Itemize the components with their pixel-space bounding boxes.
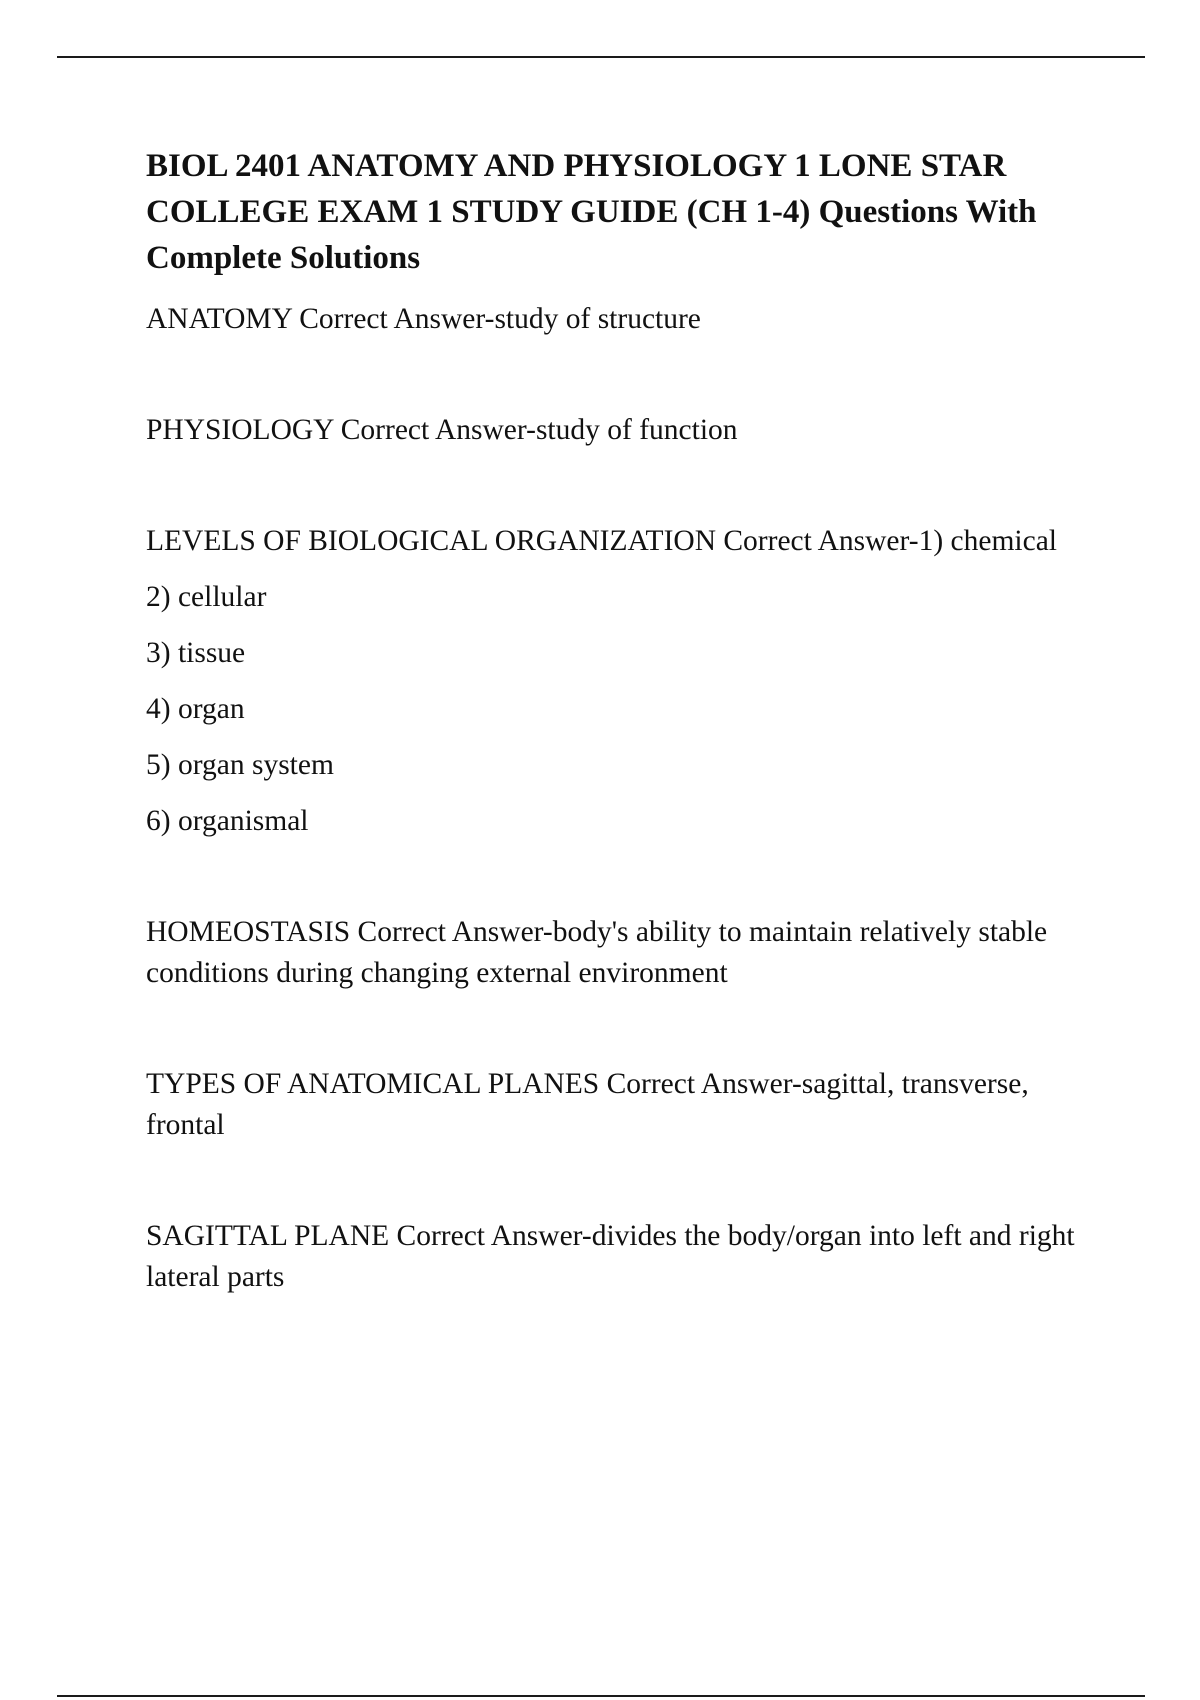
page-content (146, 143, 1086, 1368)
qa-entry-anatomy (146, 299, 1086, 340)
qa-entry-physiology (146, 410, 1086, 451)
list-item: 6) organismal (146, 805, 309, 837)
qa-entry-text: HOMEOSTASIS Correct Answer-body's ability to maintain relatively stable conditions during changing external environment (146, 916, 1048, 989)
top-divider (57, 56, 1145, 58)
list-item: 5) organ system (146, 749, 334, 781)
qa-entry-sagittal-plane (146, 1216, 1086, 1298)
qa-entry-text: TYPES OF ANATOMICAL PLANES Correct Answer-sagittal, transverse, frontal (146, 1068, 1029, 1141)
qa-entry-levels-of-organization (146, 521, 1086, 842)
list-item: 3) tissue (146, 637, 246, 669)
qa-entry-text: ANATOMY Correct Answer-study of structure (146, 303, 701, 335)
qa-entry-anatomical-planes (146, 1064, 1086, 1146)
qa-entry-text: SAGITTAL PLANE Correct Answer-divides the body/organ into left and right lateral parts (146, 1220, 1075, 1293)
document-title: BIOL 2401 ANATOMY AND PHYSIOLOGY 1 LONE STAR COLLEGE EXAM 1 STUDY GUIDE (CH 1-4) Questions With Complete Solutions (146, 148, 1037, 276)
qa-entry-homeostasis (146, 912, 1086, 994)
list-item: 2) cellular (146, 581, 267, 613)
list-item: 4) organ (146, 693, 245, 725)
qa-entry-text: LEVELS OF BIOLOGICAL ORGANIZATION Correct Answer-1) chemical (146, 525, 1057, 557)
bottom-divider (57, 1695, 1145, 1697)
qa-entry-text: PHYSIOLOGY Correct Answer-study of function (146, 414, 738, 446)
